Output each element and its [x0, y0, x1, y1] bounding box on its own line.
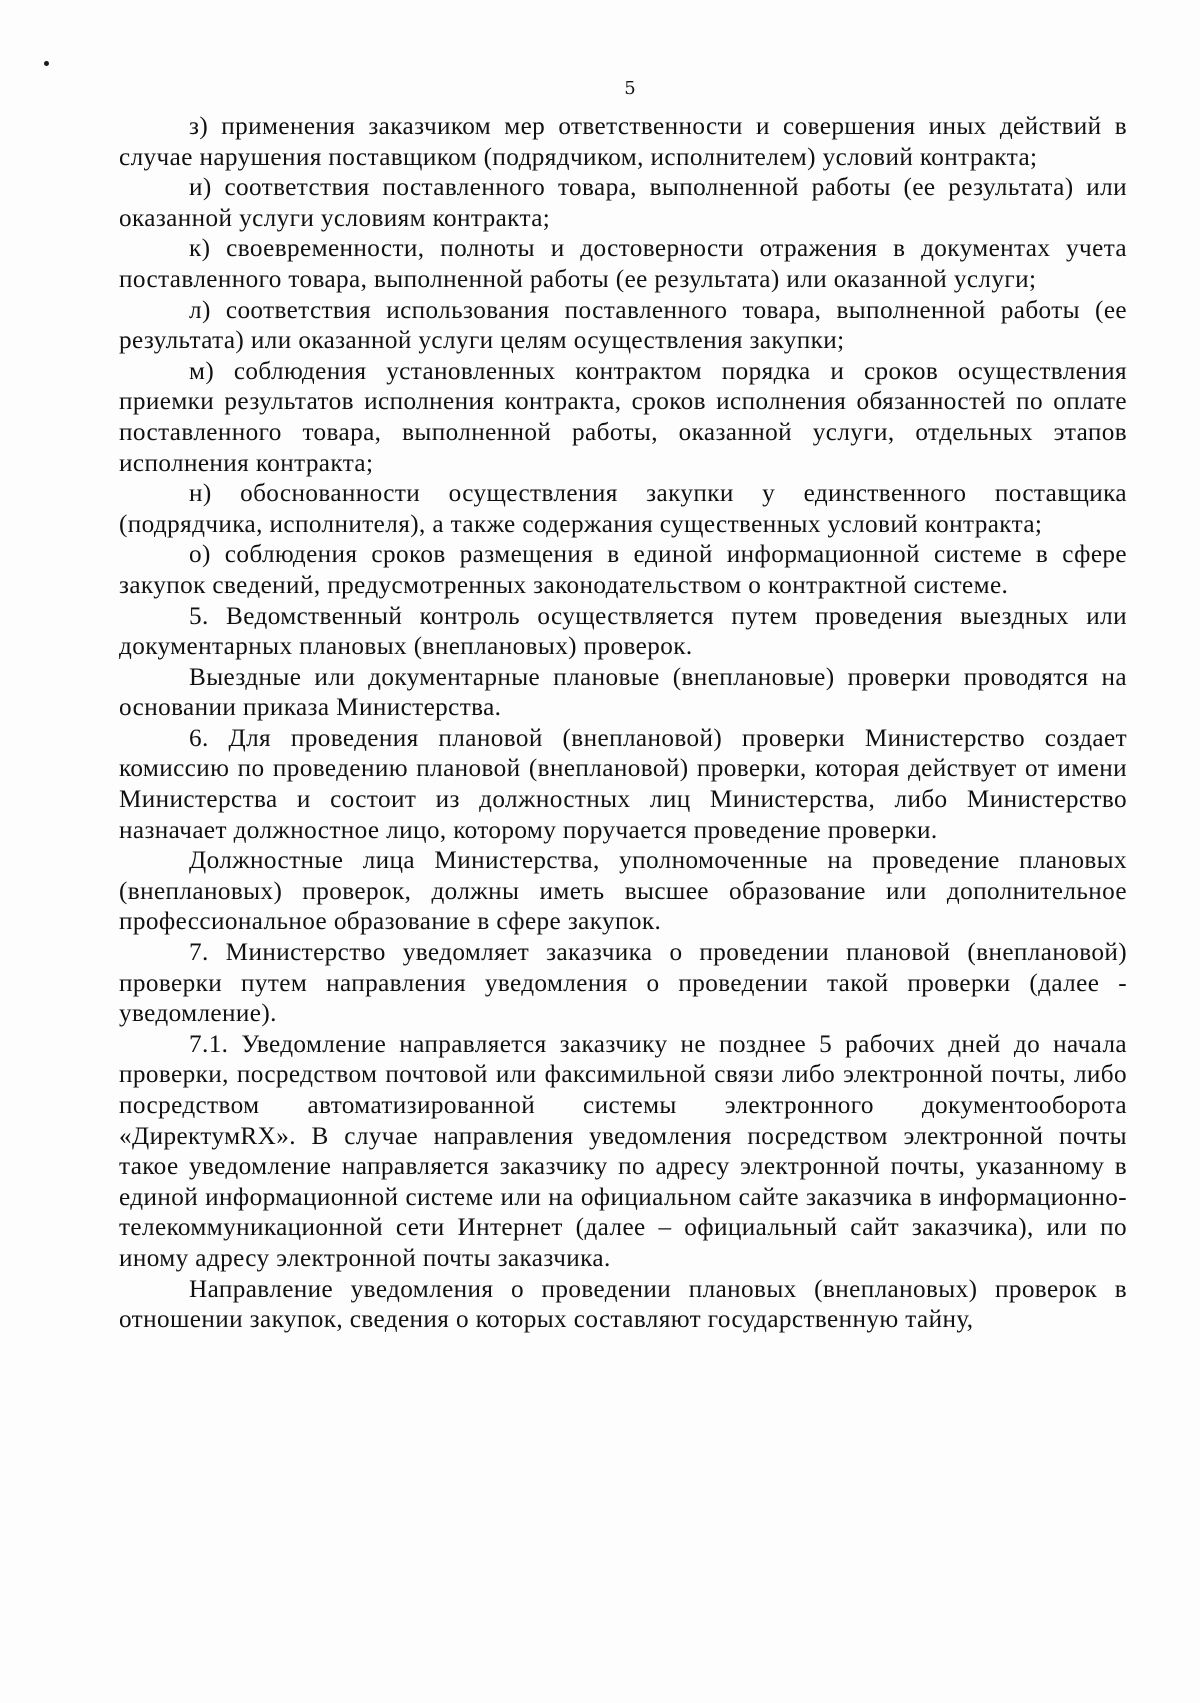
scan-artifact-dot: [44, 61, 49, 66]
paragraph-5: 5. Ведомственный контроль осуществляется путем проведения выездных или документарных плановых (внеплановых) проверок.: [119, 602, 1127, 661]
paragraph-7-1-secret: Направление уведомления о проведении плановых (внеплановых) проверок в отношении закупок, сведения о которых составляют государственную тайну,: [119, 1275, 1127, 1334]
paragraph-7-1: 7.1. Уведомление направляется заказчику не позднее 5 рабочих дней до начала проверки, посредством почтовой или факсимильной связи либо электронной почты, либо посредством автоматизированной системы электронного документооборота «ДиректумRX». В случае направления уведомления посредством электронной почты такое уведомление направляется заказчику по адресу электронной почты, указанному в единой информационной системе или на официальном сайте заказчика в информационно-телекоммуникационной сети Интернет (далее – официальный сайт заказчика), или по иному адресу электронной почты заказчика.: [119, 1030, 1127, 1272]
paragraph-z: з) применения заказчиком мер ответственности и совершения иных действий в случае нарушения поставщиком (подрядчиком, исполнителем) условий контракта;: [119, 113, 1127, 171]
paragraph-5-inspections: Выездные или документарные плановые (внеплановые) проверки проводятся на основании приказа Министерства.: [119, 663, 1127, 722]
paragraph-n: н) обоснованности осуществления закупки у единственного поставщика (подрядчика, исполнителя), а также содержания существенных условий контракта;: [119, 480, 1127, 538]
paragraph-i: и) соответствия поставленного товара, выполненной работы (ее результата) или оказанной услуги условиям контракта;: [119, 174, 1127, 232]
page-number: 5: [624, 78, 636, 99]
paragraph-6-officials: Должностные лица Министерства, уполномоченные на проведение плановых (внеплановых) проверок, должны иметь высшее образование или дополнительное профессиональное образование в сфере закупок.: [119, 847, 1127, 936]
paragraph-k: к) своевременности, полноты и достоверности отражения в документах учета поставленного товара, выполненной работы (ее результата) или оказанной услуги;: [119, 235, 1127, 293]
paragraph-l: л) соответствия использования поставленного товара, выполненной работы (ее результата) или оказанной услуги целям осуществления закупки;: [119, 296, 1127, 355]
paragraph-6: 6. Для проведения плановой (внеплановой) проверки Министерство создает комиссию по проведению плановой (внеплановой) проверки, которая действует от имени Министерства и состоит из должностных лиц Министерства, либо Министерство назначает должностное лицо, которому поручается проведение проверки.: [119, 724, 1127, 844]
paragraph-o: о) соблюдения сроков размещения в единой информационной системе в сфере закупок сведений, предусмотренных законодательством о контрактной системе.: [119, 541, 1127, 599]
document-body: [119, 112, 1127, 1336]
paragraph-7: 7. Министерство уведомляет заказчика о проведении плановой (внеплановой) проверки путем направления уведомления о проведении такой проверки (далее - уведомление).: [119, 939, 1127, 1028]
paragraph-m: м) соблюдения установленных контрактом порядка и сроков осуществления приемки результатов исполнения контракта, сроков исполнения обязанностей по оплате поставленного товара, выполненной работы, оказанной услуги, отдельных этапов исполнения контракта;: [119, 357, 1127, 477]
